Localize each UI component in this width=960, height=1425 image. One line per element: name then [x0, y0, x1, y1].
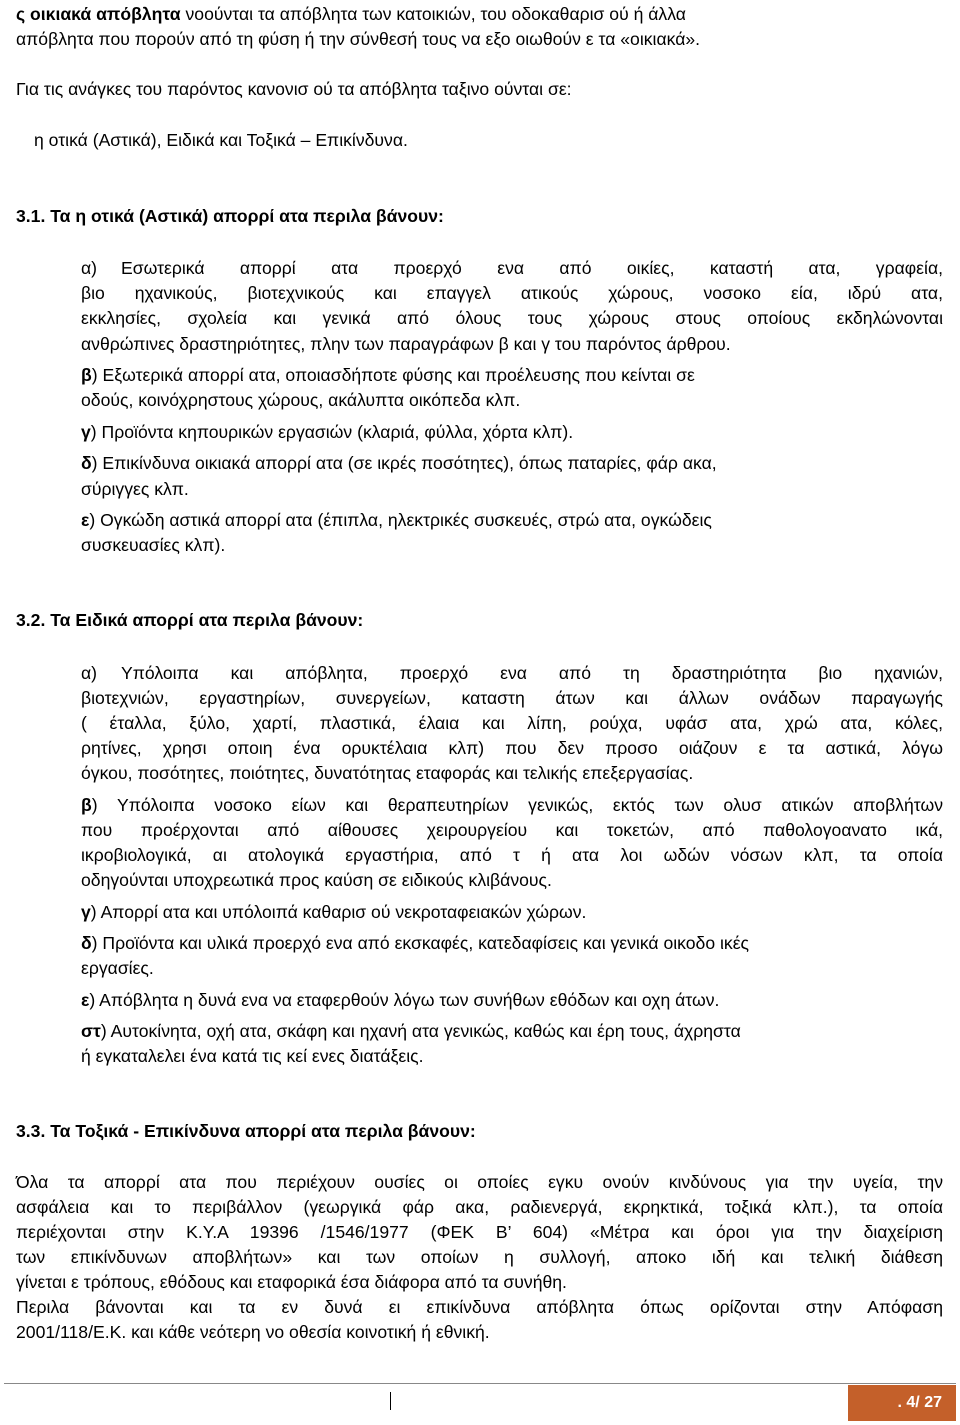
s1-b-item	[81, 364, 695, 386]
s1-c-label: γ	[81, 422, 91, 442]
s1-d-line: ) Επικίνδυνα οικιακά απορρί ατα (σε ικρές ποσότητες), όπως παταρίες, φάρ ακα,	[91, 453, 717, 473]
s1-a-line: βιο ηχανικούς, βιοτεχνικούς και επαγγελ ατικούς χώρους, νοσοκο εία, ιδρύ ατα,	[81, 283, 943, 303]
s3-p2-line: Περιλα βάνονται και τα εν δυνά ει επικίνδυνα απόβλητα όπως ορίζονται στην Απόφαση	[16, 1297, 943, 1317]
intro-line-2: απόβλητα που πορούν από τη φύση ή την σύνθεσή τους να εξο οιωθούν ε τα «οικιακά».	[16, 29, 701, 49]
s1-a-line: εκκλησίες, σχολεία και γενικά από όλους τους χώρους στους οποίους εκδηλώνονται	[81, 308, 943, 328]
s1-c-text: ) Προϊόντα κηπουρικών εργασιών (κλαριά, φύλλα, χόρτα κλπ).	[90, 422, 574, 442]
s2-st-line: ή εγκαταλελει ένα κατά τις κεί ενες διατάξεις.	[81, 1046, 424, 1066]
s1-a-label: α)	[81, 258, 98, 278]
s2-a-line: όγκου, ποσότητες, ποιότητες, δυνατότητας εταφοράς και τελικής επεξεργασίας.	[81, 763, 694, 783]
s2-c-text: ) Απορρί ατα και υπόλοιπά καθαρισ ού νεκροταφειακών χώρων.	[90, 902, 587, 922]
s2-c-item	[81, 901, 586, 923]
s2-st-label: στ	[81, 1021, 101, 1041]
s1-b-line: οδούς, κοινόχρηστους χώρους, ακάλυπτα οικόπεδα κλπ.	[81, 390, 521, 410]
s3-p1-line: ασφάλεια και το περιβάλλον (γεωργικά φάρ ακα, ραδιενεργά, εκρηκτικά, τοξικά κλπ.), τα οποία	[16, 1197, 943, 1217]
s2-st-line: ) Αυτοκίνητα, οχή ατα, σκάφη και ηχανή ατα γενικώς, καθώς και έρη τους, άχρηστα	[100, 1021, 741, 1041]
intro-term: ς οικιακά απόβλητα	[16, 4, 181, 24]
s1-d-label: δ	[81, 453, 92, 473]
s2-a-line: βιοτεχνιών, εργαστηρίων, συνεργείων, καταστη άτων και άλλων ονάδων παραγωγής	[81, 688, 943, 708]
s2-b-label: β	[81, 795, 92, 815]
s2-e-text: ) Απόβλητα η δυνά ενα να εταφερθούν λόγω των συνήθων εθόδων και οχη άτων.	[89, 990, 720, 1010]
section-3-1-heading: 3.1. Τα η οτικά (Αστικά) απορρί ατα περιλα βάνουν:	[16, 206, 444, 226]
s1-e-line: ) Ογκώδη αστικά απορρί ατα (έπιπλα, ηλεκτρικές συσκευές, στρώ ατα, ογκώδεις	[89, 510, 712, 530]
intro-categories: η οτικά (Αστικά), Ειδικά και Τοξικά – Επικίνδυνα.	[34, 130, 408, 150]
s1-d-line: σύριγγες κλπ.	[81, 479, 189, 499]
s3-p2-line: 2001/118/Ε.Κ. και κάθε νεότερη νο οθεσία κοινοτική ή εθνική.	[16, 1322, 490, 1342]
s2-e-item	[81, 989, 719, 1011]
s1-e-item	[81, 509, 712, 531]
s2-a-line: ρητίνες, χρησι οποιη ένα ορυκτέλαια κλπ) που δεν προσο οιάζουν ε τα αστικά, λόγω	[81, 738, 943, 758]
s2-b-line: που προέρχονται από αίθουσες χειρουργείου και τοκετών, από παθολογοανατο ικά,	[81, 820, 943, 840]
s1-c-item	[81, 421, 573, 443]
s2-st-item	[81, 1020, 741, 1042]
s1-a-line: Εσωτερικά απορρί ατα προερχό ενα από οικίες, καταστή ατα, γραφεία,	[121, 258, 943, 278]
footer-separator	[390, 1392, 391, 1410]
s1-e-label: ε	[81, 510, 90, 530]
intro-line-3: Για τις ανάγκες του παρόντος κανονισ ού τα απόβλητα ταξινο ούνται σε:	[16, 79, 572, 99]
section-3-2-heading: 3.2. Τα Ειδικά απορρί ατα περιλα βάνουν:	[16, 610, 364, 630]
s2-a-label: α)	[81, 663, 98, 683]
s3-p1-line: των επικίνδυνων αποβλήτων» και των οποίων η συλλογή, αποκο ιδή και τελική διάθεση	[16, 1247, 943, 1267]
s2-a-line: ( έταλλα, ξύλο, χαρτί, πλαστικά, έλαια και λίπη, ρούχα, υφάσ ατα, χρώ ατα, κόλες,	[81, 713, 943, 733]
s1-b-label: β	[81, 365, 92, 385]
s1-d-item	[81, 452, 717, 474]
s2-b-line: οδηγούνται υποχρεωτικά προς καύση σε ειδικούς κλιβάνους.	[81, 870, 552, 890]
s2-d-label: δ	[81, 933, 92, 953]
s2-d-item	[81, 932, 749, 954]
s2-d-line: εργασίες.	[81, 958, 154, 978]
s3-p1-line: περιέχονται στην Κ.Υ.Α 19396 /1546/1977 (ΦΕΚ Β’ 604) «Μέτρα και όροι για την διαχείριση	[16, 1222, 943, 1242]
page-number: . 4/ 27	[848, 1385, 956, 1421]
s2-b-line: ικροβιολογικά, αι ατολογικά εργαστήρια, από τ ή ατα λοι ωδών νόσων κλπ, τα οποία	[81, 845, 943, 865]
s2-b-line: ) Υπόλοιπα νοσοκο είων και θεραπευτηρίων γενικώς, εκτός των ολυσ ατικών αποβλήτων	[91, 795, 943, 815]
s3-p1-line: γίνεται ε τρόπους, εθόδους και εταφορικά έσα διάφορα από τα συνήθη.	[16, 1272, 567, 1292]
s2-d-line: ) Προϊόντα και υλικά προερχό ενα από εκσκαφές, κατεδαφίσεις και γενικά οικοδο ικές	[91, 933, 750, 953]
s2-e-label: ε	[81, 990, 90, 1010]
footer-divider	[4, 1383, 956, 1384]
section-3-3-heading: 3.3. Τα Τοξικά - Επικίνδυνα απορρί ατα περιλα βάνουν:	[16, 1121, 476, 1141]
s1-e-line: συσκευασίες κλπ).	[81, 535, 226, 555]
intro-line-1	[16, 3, 686, 25]
s3-p1-line: Όλα τα απορρί ατα που περιέχουν ουσίες οι οποίες εγκυ ονούν κινδύνους για την υγεία, την	[16, 1172, 943, 1192]
s1-a-line: ανθρώπινες δραστηριότητες, πλην των παραγράφων β και γ του παρόντος άρθρου.	[81, 334, 731, 354]
intro-line-1-text: νοούνται τα απόβλητα των κατοικιών, του οδοκαθαρισ ού ή άλλα	[180, 4, 686, 24]
s2-a-line: Υπόλοιπα και απόβλητα, προερχό ενα από τη δραστηριότητα βιο ηχανιών,	[121, 663, 943, 683]
s1-b-line: ) Εξωτερικά απορρί ατα, οποιασδήποτε φύσης και προέλευσης που κείνται σε	[91, 365, 695, 385]
s2-c-label: γ	[81, 902, 91, 922]
s2-b-item	[81, 794, 943, 816]
